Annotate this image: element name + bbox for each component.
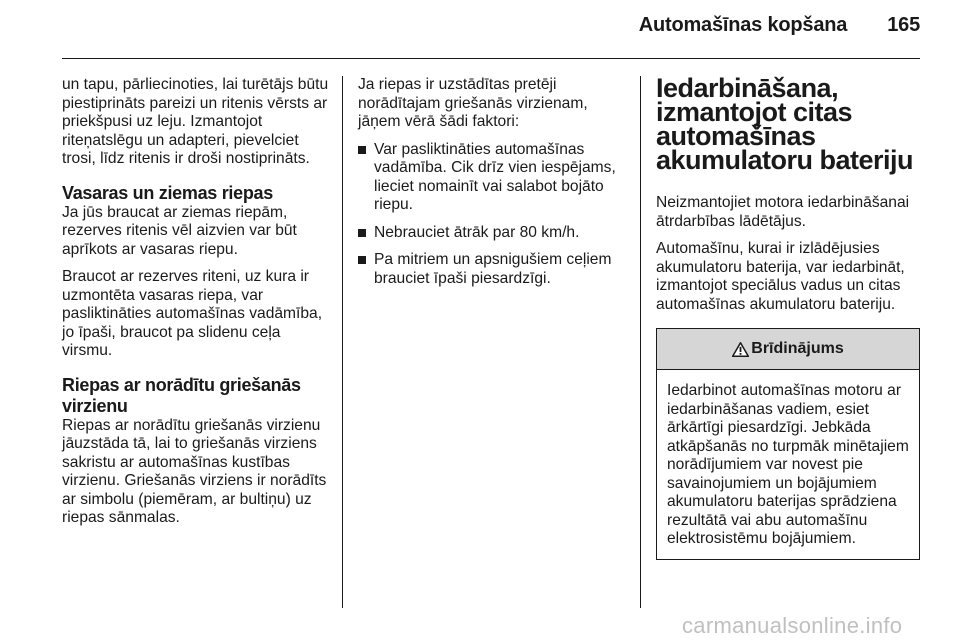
warning-header: [657, 329, 919, 370]
column-divider-2: [640, 76, 641, 608]
heading-directional-tyres: Riepas ar norādītu griešanās virzienu: [62, 374, 301, 416]
header-rule: [62, 58, 920, 59]
column-1: [62, 76, 330, 537]
paragraph-no-fast-chargers: Neizmantojiet motora iedarbināšanai ātrdarbības lādētājus.: [656, 194, 910, 230]
paragraph-continuation: un tapu, pārliecinoties, lai turētājs būtu piestiprināts pareizi un ritenis vērsts ar priekšpusi uz leju. Izmantojot riteņatslēgu un adapteri, pievelciet trosi, līdz ritenis ir droši nostiprināts.: [62, 76, 329, 167]
paragraph-jump-start: Automašīnu, kurai ir izlādējusies akumulatoru baterija, var iedarbināt, izmantojot speciālus vadus un citas automašīnas akumulatoru bateriju.: [656, 240, 905, 313]
list-item: [358, 251, 626, 288]
paragraph-winter-tyres: Ja jūs braucat ar ziemas riepām, rezerves ritenis vēl aizvien var būt aprīkots ar vasaras riepu.: [62, 203, 297, 258]
bullet-square-icon: [358, 146, 366, 154]
warning-triangle-icon: [732, 342, 749, 357]
paragraph-intro: Ja riepas ir uzstādītas pretēji norādītajam griešanās virzienam, jāņem vērā šādi faktori:: [358, 76, 588, 130]
bullet-square-icon: [358, 256, 366, 264]
page-header: [639, 14, 920, 37]
column-2: [358, 76, 626, 297]
section-heading-jump-start: Iedarbināšana, izmantojot citas automašīnas akumulatoru bateriju: [656, 73, 914, 175]
list-item: [358, 141, 626, 215]
heading-summer-winter-tyres: Vasaras un ziemas riepas: [62, 182, 273, 203]
warning-text: Iedarbinot automašīnas motoru ar iedarbināšanas vadiem, esiet ārkārtīgi piesardzīgi. Jebkāda atkāpšanās no turpmāk minētajiem norādījumiem var novest pie savainojumiem un bojājumiem akumulatoru baterijas sprādziena rezultātā vai abu automašīnu elektrosistēmu bojājumiem.: [667, 382, 909, 547]
list-item-text: Pa mitriem un apsnigušiem ceļiem brauciet īpaši piesardzīgi.: [374, 251, 612, 287]
list-item: [358, 224, 626, 243]
column-3: [656, 73, 920, 560]
column-divider-1: [342, 76, 343, 608]
bullet-square-icon: [358, 229, 366, 237]
paragraph-summer-spare: Braucot ar rezerves riteni, uz kura ir uzmontēta vasaras riepa, var pasliktināties automašīnas vadāmība, jo īpaši, braucot pa slidenu ceļa virsmu.: [62, 268, 323, 359]
list-item-text: Nebrauciet ātrāk par 80 km/h.: [374, 223, 580, 241]
paragraph-directional-tyres: Riepas ar norādītu griešanās virzienu jāuzstāda tā, lai to griešanās virziens sakristu ar automašīnas kustības virzienu. Griešanās virziens ir norādīts ar simbolu (piemēram, ar bultiņu) uz riepas sānmalas.: [62, 416, 327, 526]
warning-title: Brīdinājums: [751, 339, 844, 357]
bullet-list: [358, 141, 626, 289]
section-title: Automašīnas kopšana: [638, 14, 848, 36]
warning-box: [656, 328, 920, 560]
watermark: carmanualsonline.info: [682, 613, 903, 638]
page-number: 165: [887, 14, 920, 36]
list-item-text: Var pasliktināties automašīnas vadāmība. Cik drīz vien iespējams, lieciet nomainīt vai salabot bojāto riepu.: [374, 140, 616, 213]
